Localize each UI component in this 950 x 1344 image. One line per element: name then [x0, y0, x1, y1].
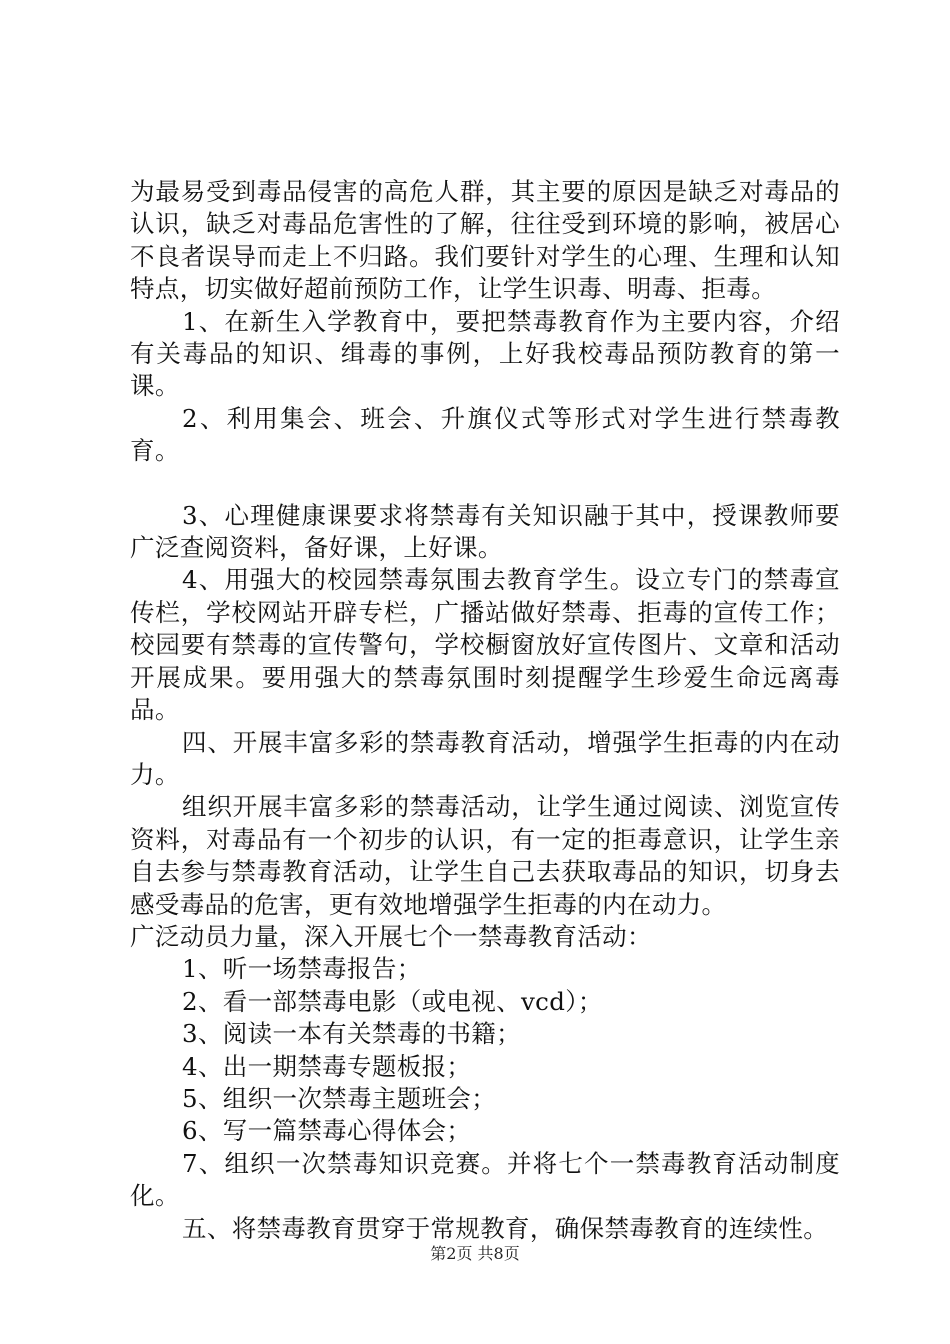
list-item-6: 6、写一篇禁毒心得体会； — [182, 1116, 472, 1146]
list-item-7: 7、组织一次禁毒知识竞赛。并将七个一禁毒教育活动制度化。 — [130, 1148, 840, 1211]
paragraph-activities: 组织开展丰富多彩的禁毒活动，让学生通过阅读、浏览宣传资料，对毒品有一个初步的认识，有一定的拒毒意识，让学生亲自去参与禁毒教育活动，让学生自己去获取毒品的知识，切身去感受毒品的危害，更有效地增强学生拒毒的内在动力。 — [130, 792, 840, 919]
document-body — [130, 176, 840, 1245]
paragraph-item-3: 3、心理健康课要求将禁毒有关知识融于其中，授课教师要广泛查阅资料，备好课，上好课。 — [130, 500, 840, 563]
paragraph-item-4: 4、用强大的校园禁毒氛围去教育学生。设立专门的禁毒宣传栏，学校网站开辟专栏，广播站做好禁毒、拒毒的宣传工作；校园要有禁毒的宣传警句，学校橱窗放好宣传图片、文章和活动开展成果。要用强大的禁毒氛围时刻提醒学生珍爱生命远离毒品。 — [130, 565, 840, 725]
page-footer: 第2页 共8页 — [430, 1244, 520, 1263]
section-heading-5: 五、将禁毒教育贯穿于常规教育，确保禁毒教育的连续性。 — [182, 1213, 829, 1243]
list-item-3: 3、阅读一本有关禁毒的书籍； — [182, 1019, 521, 1049]
list-item-4: 4、出一期禁毒专题板报； — [182, 1051, 472, 1081]
list-item-2: 2、看一部禁毒电影（或电视、vcd）； — [182, 986, 603, 1016]
paragraph-intro: 为最易受到毒品侵害的高危人群，其主要的原因是缺乏对毒品的认识，缺乏对毒品危害性的了解，往往受到环境的影响，被居心不良者误导而走上不归路。我们要针对学生的心理、生理和认知特点，切实做好超前预防工作，让学生识毒、明毒、拒毒。 — [130, 177, 840, 304]
section-heading-4: 四、开展丰富多彩的禁毒教育活动，增强学生拒毒的内在动力。 — [130, 727, 840, 789]
paragraph-item-2: 2、利用集会、班会、升旗仪式等形式对学生进行禁毒教育。 — [130, 403, 840, 466]
list-item-5: 5、组织一次禁毒主题班会； — [182, 1083, 497, 1113]
paragraph-mobilize: 广泛动员力量，深入开展七个一禁毒教育活动： — [130, 921, 652, 951]
list-item-1: 1、听一场禁毒报告； — [182, 954, 422, 984]
paragraph-item-1: 1、在新生入学教育中，要把禁毒教育作为主要内容，介绍有关毒品的知识、缉毒的事例，上好我校毒品预防教育的第一课。 — [130, 306, 840, 401]
